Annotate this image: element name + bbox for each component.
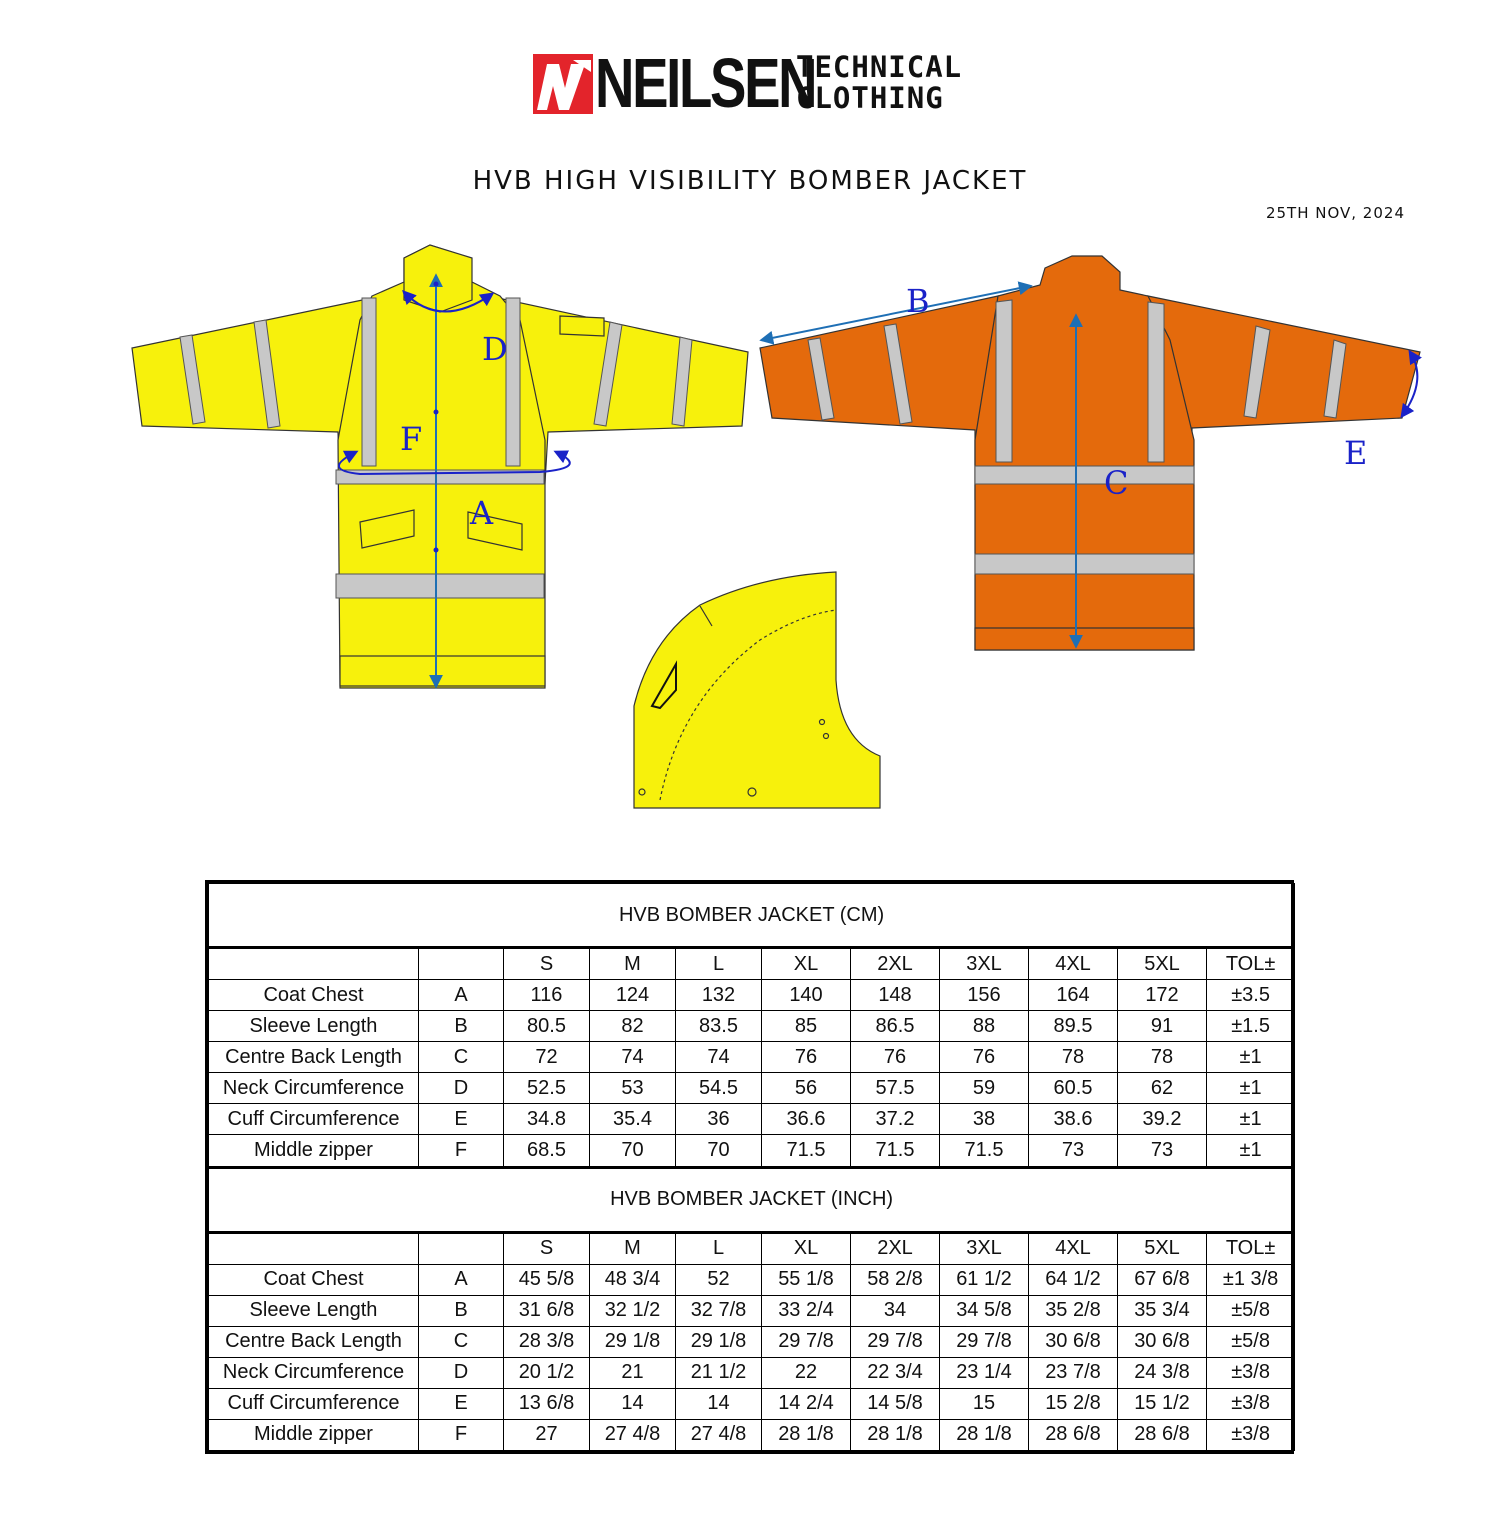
- table-row: [209, 1264, 1295, 1295]
- measurement-value: 27: [504, 1419, 590, 1450]
- measurement-value: 14 5/8: [851, 1388, 940, 1419]
- measurement-value: 29 7/8: [762, 1326, 851, 1357]
- header-cell: 2XL: [851, 1232, 940, 1264]
- measurement-name: Sleeve Length: [209, 1295, 419, 1326]
- measurement-value: 76: [940, 1042, 1029, 1073]
- measurement-value: 35.4: [590, 1104, 676, 1135]
- header-cell: [209, 1232, 419, 1264]
- measurement-value: 68.5: [504, 1135, 590, 1167]
- measurement-value: 76: [762, 1042, 851, 1073]
- measurement-value: 74: [676, 1042, 762, 1073]
- measurement-value: 71.5: [851, 1135, 940, 1167]
- header-cell: L: [676, 1232, 762, 1264]
- measurement-value: 39.2: [1118, 1104, 1207, 1135]
- brand-line-1: TECHNICAL: [796, 50, 963, 84]
- measurement-value: 70: [590, 1135, 676, 1167]
- table-row: [209, 1388, 1295, 1419]
- measurement-value: 56: [762, 1073, 851, 1104]
- measurement-value: 35 2/8: [1029, 1295, 1118, 1326]
- back-jacket-drawing: [760, 256, 1420, 650]
- measurement-value: 34: [851, 1295, 940, 1326]
- measurement-name: Neck Circumference: [209, 1073, 419, 1104]
- table-row: [209, 1419, 1295, 1450]
- measurement-value: 32 7/8: [676, 1295, 762, 1326]
- measurement-value: 76: [851, 1042, 940, 1073]
- measurement-value: 35 3/4: [1118, 1295, 1207, 1326]
- measurement-code: E: [419, 1388, 504, 1419]
- measurement-value: 37.2: [851, 1104, 940, 1135]
- header-cell: XL: [762, 948, 851, 980]
- measurement-value: 124: [590, 980, 676, 1011]
- measurement-value: 30 6/8: [1118, 1326, 1207, 1357]
- measurement-value: 71.5: [762, 1135, 851, 1167]
- label-A: A: [470, 494, 494, 532]
- measurement-value: ±1.5: [1207, 1011, 1295, 1042]
- measurement-code: C: [419, 1326, 504, 1357]
- measurement-value: 29 1/8: [676, 1326, 762, 1357]
- measurement-value: 53: [590, 1073, 676, 1104]
- measurement-value: 27 4/8: [676, 1419, 762, 1450]
- measurement-value: 82: [590, 1011, 676, 1042]
- measurement-value: ±5/8: [1207, 1326, 1295, 1357]
- header-cell: [209, 948, 419, 980]
- header-cell: [419, 948, 504, 980]
- measurement-value: 52.5: [504, 1073, 590, 1104]
- measurement-value: 28 3/8: [504, 1326, 590, 1357]
- table-row: [209, 1357, 1295, 1388]
- header-cell: L: [676, 948, 762, 980]
- measurement-name: Sleeve Length: [209, 1011, 419, 1042]
- measurement-value: 29 1/8: [590, 1326, 676, 1357]
- measurement-value: 31 6/8: [504, 1295, 590, 1326]
- table-row: [209, 1104, 1295, 1135]
- measurement-name: Cuff Circumference: [209, 1388, 419, 1419]
- brand-line-2: CLOTHING: [796, 81, 944, 115]
- table-inch-caption: HVB BOMBER JACKET (INCH): [209, 1167, 1295, 1232]
- label-C: C: [1104, 464, 1129, 502]
- measurement-value: 28 1/8: [851, 1419, 940, 1450]
- measurement-value: ±1 3/8: [1207, 1264, 1295, 1295]
- table-row: [209, 1135, 1295, 1167]
- measurement-value: 132: [676, 980, 762, 1011]
- measurement-name: Neck Circumference: [209, 1357, 419, 1388]
- measurement-value: 67 6/8: [1118, 1264, 1207, 1295]
- measurement-value: 85: [762, 1011, 851, 1042]
- size-chart: [208, 883, 1295, 1451]
- header-cell: TOL±: [1207, 948, 1295, 980]
- measurement-value: 36.6: [762, 1104, 851, 1135]
- measurement-name: Coat Chest: [209, 980, 419, 1011]
- table_cm-header-row: [209, 948, 1295, 980]
- table-row: [209, 1011, 1295, 1042]
- measurement-value: 30 6/8: [1029, 1326, 1118, 1357]
- header-cell: 5XL: [1118, 948, 1207, 980]
- header-cell: M: [590, 948, 676, 980]
- header-cell: [419, 1232, 504, 1264]
- measurement-value: 70: [676, 1135, 762, 1167]
- measurement-value: 27 4/8: [590, 1419, 676, 1450]
- measurement-name: Coat Chest: [209, 1264, 419, 1295]
- header-cell: 3XL: [940, 948, 1029, 980]
- table-row: [209, 1326, 1295, 1357]
- measurement-value: 33 2/4: [762, 1295, 851, 1326]
- measurement-value: 74: [590, 1042, 676, 1073]
- measurement-value: 29 7/8: [851, 1326, 940, 1357]
- measurement-value: 148: [851, 980, 940, 1011]
- measurement-value: 14: [676, 1388, 762, 1419]
- measurement-value: 22: [762, 1357, 851, 1388]
- measurement-value: 34.8: [504, 1104, 590, 1135]
- table-row: [209, 1295, 1295, 1326]
- measurement-value: 23 7/8: [1029, 1357, 1118, 1388]
- measurement-value: 38.6: [1029, 1104, 1118, 1135]
- measurement-code: F: [419, 1419, 504, 1450]
- measurement-value: 45 5/8: [504, 1264, 590, 1295]
- side-detail-drawing: [634, 572, 880, 808]
- brand-mark-icon: [533, 54, 593, 114]
- measurement-value: 61 1/2: [940, 1264, 1029, 1295]
- jacket-diagrams: [0, 230, 1500, 830]
- measurement-name: Centre Back Length: [209, 1042, 419, 1073]
- brand-logo: [533, 44, 973, 122]
- measurement-value: 71.5: [940, 1135, 1029, 1167]
- measurement-value: 73: [1118, 1135, 1207, 1167]
- header-cell: TOL±: [1207, 1232, 1295, 1264]
- measurement-value: 156: [940, 980, 1029, 1011]
- brand-subtitle: [796, 52, 962, 114]
- measurement-value: 28 6/8: [1118, 1419, 1207, 1450]
- header-cell: S: [504, 948, 590, 980]
- measurement-value: ±1: [1207, 1135, 1295, 1167]
- header-cell: M: [590, 1232, 676, 1264]
- measurement-value: 14 2/4: [762, 1388, 851, 1419]
- table_inch-header-row: [209, 1232, 1295, 1264]
- measurement-value: ±1: [1207, 1042, 1295, 1073]
- measurement-value: 59: [940, 1073, 1029, 1104]
- measurement-name: Middle zipper: [209, 1135, 419, 1167]
- measurement-value: ±1: [1207, 1073, 1295, 1104]
- measurement-value: ±5/8: [1207, 1295, 1295, 1326]
- measurement-value: 91: [1118, 1011, 1207, 1042]
- measurement-value: 58 2/8: [851, 1264, 940, 1295]
- measurement-code: D: [419, 1357, 504, 1388]
- measurement-value: 86.5: [851, 1011, 940, 1042]
- measurement-value: 60.5: [1029, 1073, 1118, 1104]
- label-E: E: [1344, 434, 1368, 472]
- measurement-code: D: [419, 1073, 504, 1104]
- header-cell: 2XL: [851, 948, 940, 980]
- table-cm-body: [209, 884, 1295, 1168]
- measurement-value: ±1: [1207, 1104, 1295, 1135]
- measurement-value: 34 5/8: [940, 1295, 1029, 1326]
- header-cell: S: [504, 1232, 590, 1264]
- measurement-value: ±3/8: [1207, 1419, 1295, 1450]
- document-title: HVB HIGH VISIBILITY BOMBER JACKET: [472, 166, 1028, 196]
- measurement-value: 80.5: [504, 1011, 590, 1042]
- measurement-value: 164: [1029, 980, 1118, 1011]
- measurement-name: Cuff Circumference: [209, 1104, 419, 1135]
- measurement-code: A: [419, 1264, 504, 1295]
- measurement-value: 22 3/4: [851, 1357, 940, 1388]
- measurement-value: 88: [940, 1011, 1029, 1042]
- size-chart-table: [205, 880, 1294, 1454]
- header-cell: 4XL: [1029, 1232, 1118, 1264]
- measurement-value: 172: [1118, 980, 1207, 1011]
- measurement-value: 62: [1118, 1073, 1207, 1104]
- measurement-value: ±3.5: [1207, 980, 1295, 1011]
- brand-name: NEILSEN: [595, 44, 816, 122]
- measurement-value: 89.5: [1029, 1011, 1118, 1042]
- measurement-name: Centre Back Length: [209, 1326, 419, 1357]
- label-F: F: [400, 420, 423, 458]
- measurement-name: Middle zipper: [209, 1419, 419, 1450]
- measurement-value: 140: [762, 980, 851, 1011]
- measurement-code: E: [419, 1104, 504, 1135]
- measurement-value: 20 1/2: [504, 1357, 590, 1388]
- measurement-code: B: [419, 1011, 504, 1042]
- measurement-value: 78: [1029, 1042, 1118, 1073]
- measurement-code: F: [419, 1135, 504, 1167]
- measurement-code: B: [419, 1295, 504, 1326]
- table-row: [209, 980, 1295, 1011]
- measurement-value: 23 1/4: [940, 1357, 1029, 1388]
- measurement-value: 36: [676, 1104, 762, 1135]
- measurement-value: 73: [1029, 1135, 1118, 1167]
- measurement-value: 28 1/8: [762, 1419, 851, 1450]
- table-cm-caption: HVB BOMBER JACKET (CM): [209, 884, 1295, 948]
- table-row: [209, 1042, 1295, 1073]
- measurement-code: A: [419, 980, 504, 1011]
- table-inch-body: [209, 1167, 1295, 1451]
- header-cell: 3XL: [940, 1232, 1029, 1264]
- table-row: [209, 1073, 1295, 1104]
- measurement-value: 15 2/8: [1029, 1388, 1118, 1419]
- measurement-value: 48 3/4: [590, 1264, 676, 1295]
- measurement-value: 64 1/2: [1029, 1264, 1118, 1295]
- measurement-value: ±3/8: [1207, 1357, 1295, 1388]
- header-cell: 4XL: [1029, 948, 1118, 980]
- measurement-value: 21: [590, 1357, 676, 1388]
- measurement-value: 14: [590, 1388, 676, 1419]
- measurement-value: 52: [676, 1264, 762, 1295]
- measurement-value: 24 3/8: [1118, 1357, 1207, 1388]
- measurement-value: 116: [504, 980, 590, 1011]
- measurement-value: 13 6/8: [504, 1388, 590, 1419]
- measurement-value: 15: [940, 1388, 1029, 1419]
- measurement-code: C: [419, 1042, 504, 1073]
- measurement-value: 32 1/2: [590, 1295, 676, 1326]
- measurement-value: 28 6/8: [1029, 1419, 1118, 1450]
- measurement-value: ±3/8: [1207, 1388, 1295, 1419]
- measurement-value: 54.5: [676, 1073, 762, 1104]
- measurement-value: 38: [940, 1104, 1029, 1135]
- document-date: 25TH NOV, 2024: [1265, 204, 1405, 222]
- measurement-value: 57.5: [851, 1073, 940, 1104]
- measurement-value: 15 1/2: [1118, 1388, 1207, 1419]
- label-D: D: [482, 330, 508, 368]
- measurement-value: 21 1/2: [676, 1357, 762, 1388]
- header-cell: XL: [762, 1232, 851, 1264]
- measurement-value: 55 1/8: [762, 1264, 851, 1295]
- measurement-value: 28 1/8: [940, 1419, 1029, 1450]
- measurement-value: 72: [504, 1042, 590, 1073]
- measurement-value: 78: [1118, 1042, 1207, 1073]
- measurement-value: 83.5: [676, 1011, 762, 1042]
- measurement-value: 29 7/8: [940, 1326, 1029, 1357]
- label-B: B: [906, 282, 930, 320]
- header-cell: 5XL: [1118, 1232, 1207, 1264]
